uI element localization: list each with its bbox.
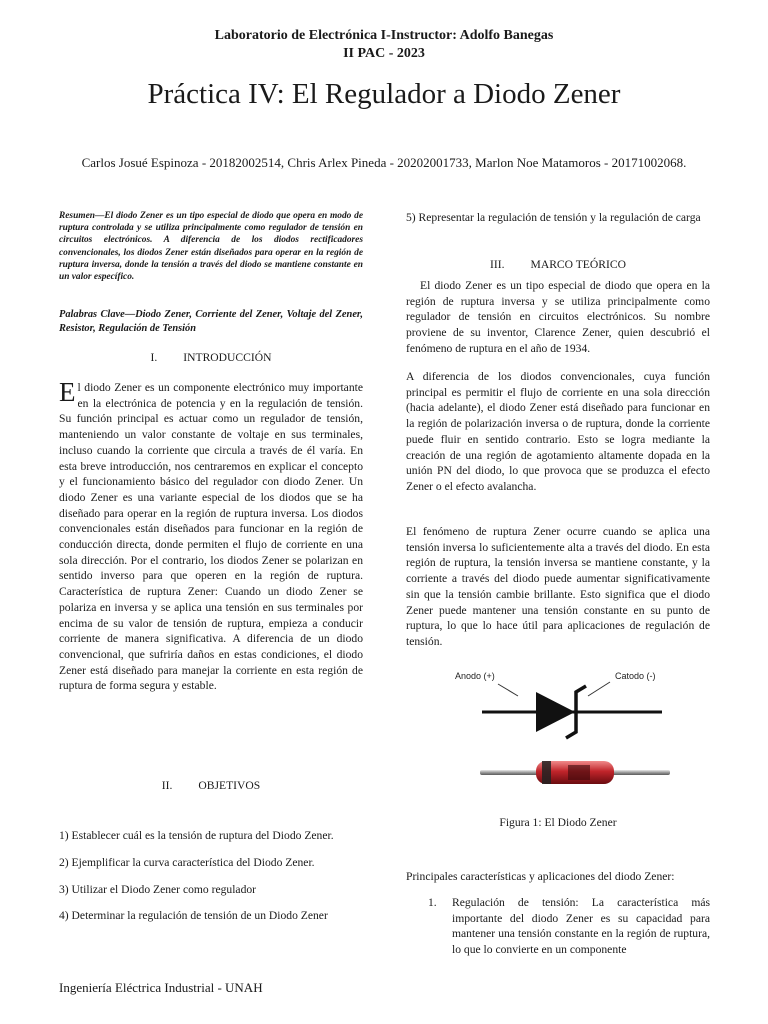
objective-3: 3) Utilizar el Diodo Zener como regulador	[59, 883, 257, 896]
list-item-number: 1.	[428, 896, 437, 909]
dropcap: E	[59, 377, 76, 407]
section-title: MARCO TEÓRICO	[530, 258, 626, 271]
section-introduccion-heading	[59, 351, 363, 364]
applications-list	[428, 895, 710, 958]
cathode-band	[542, 761, 551, 784]
objective-5: 5) Representar la regulación de tensión y la regulación de carga	[406, 211, 701, 224]
cathode-label: Catodo (-)	[615, 671, 656, 681]
theory-paragraph-1: El diodo Zener es un tipo especial de diodo que opera en la región de ruptura inversa y se utiliza principalmente como regulador de tensión en circuitos electrónicos. Su nombre proviene de su inventor, Clarence Zener, quien descubrió el fenómeno de ruptura en el año de 1934.	[406, 279, 710, 355]
intro-text: l diodo Zener es un componente electrónico muy importante en la electrónica de potencia y en la regulación de tensión. Su función principal es actuar como un regulador de tensión, manteniendo un valor constante de voltaje en sus terminales, incluso cuando la corriente que circula a través de él varía. En esta breve introducción, nos centraremos en explicar el concepto y el funcionamiento básico del regulador con diodo Zener. Un diodo Zener es una variante especial de los diodos que se ha diseñado para operar en la región de ruptura inversa. Los diodos convencionales están diseñados para funcionar en la región de conducción directa, donde permiten el flujo de corriente en una sola dirección. Por el contrario, los diodos Zener se polarizan en sentido inverso para que operen en la región de ruptura. Característica de ruptura Zener: Cuando un diodo Zener se polariza en inversa y se aplica una tensión en sus terminales por encima de su valor de tensión de ruptura, empieza a conducir corriente de manera significativa. A diferencia de un diodo convencional, que sufriría daños en estas condiciones, el diodo Zener está diseñado para manejar la corriente en esta región de ruptura de forma segura y estable.	[59, 381, 363, 693]
intro-body	[59, 377, 363, 694]
cathode-pointer	[588, 682, 610, 696]
page-footer: Ingeniería Eléctrica Industrial - UNAH	[59, 980, 263, 995]
zener-diode-figure	[450, 668, 700, 798]
section-number: II.	[161, 779, 173, 792]
lab-header-line2: II PAC - 2023	[343, 46, 425, 61]
keywords: Palabras Clave—Diodo Zener, Corriente del Zener, Voltaje del Zener, Resistor, Regulación de Tensión	[59, 309, 363, 334]
figure-caption: Figura 1: El Diodo Zener	[499, 816, 617, 829]
zener-diagram	[450, 668, 700, 798]
anode-label: Anodo (+)	[455, 671, 495, 681]
diode-triangle	[536, 692, 575, 732]
section-number: I.	[150, 351, 158, 364]
theory-paragraph-3: El fenómeno de ruptura Zener ocurre cuando se aplica una tensión inversa lo suficientemente alta a través del diodo. En esta región de ruptura, la tensión inversa se mantiene constante, y la corriente a través del diodo puede aumentar significativamente sin que la tensión cambie brillante. Esto significa que el diodo Zener puede mantener una tensión constante en su punto de ruptura, lo que lo hace útil para aplicaciones de regulación de tensión.	[406, 525, 710, 648]
list-item	[428, 895, 710, 958]
list-item-text: Regulación de tensión: La característica más importante del diodo Zener es su capacidad para mantener una tensión constante en la región de ruptura, lo que lo convierte en un componente	[452, 896, 710, 957]
section-title: INTRODUCCIÓN	[183, 351, 272, 364]
section-number: III.	[490, 258, 505, 271]
lab-header	[0, 27, 768, 63]
applications-intro: Principales características y aplicaciones del diodo Zener:	[406, 870, 675, 883]
section-objetivos-heading	[59, 779, 363, 792]
paper-title: Práctica IV: El Regulador a Diodo Zener	[147, 78, 621, 110]
objective-2: 2) Ejemplificar la curva característica del Diodo Zener.	[59, 856, 315, 869]
abstract: Resumen—El diodo Zener es un tipo especial de diodo que opera en modo de ruptura controlada y se utiliza principalmente como regulador de tensión en circuitos electrónicos. A diferencia de los diodos rectificadores convencionales, los diodos Zener están diseñados para operar en la región de ruptura inversa, donde la tensión a través del diodo se mantiene constante en un valor específico.	[59, 211, 363, 283]
theory-paragraph-2: A diferencia de los diodos convencionales, cuya función principal es permitir el flujo de corriente en una sola dirección (hacia adelante), el diodo Zener está diseñado para funcionar en la región de polarización inversa o de ruptura, donde la corriente puede fluir en sentido contrario. Esto se logra mediante la creación de una región de agotamiento altamente dopada en la unión PN del diodo, lo que provoca que se produzca el efecto Zener o el efecto avalancha.	[406, 370, 710, 493]
objective-4: 4) Determinar la regulación de tensión de un Diodo Zener	[59, 909, 328, 922]
authors: Carlos Josué Espinoza - 20182002514, Chris Arlex Pineda - 20202001733, Marlon Noe Matamoros - 20171002068.	[81, 155, 687, 170]
objective-1: 1) Establecer cuál es la tensión de ruptura del Diodo Zener.	[59, 829, 334, 842]
component-die	[568, 765, 590, 780]
anode-pointer	[498, 684, 518, 696]
section-marco-teorico-heading	[406, 258, 710, 271]
lab-header-line1: Laboratorio de Electrónica I-Instructor: Adolfo Banegas	[214, 28, 554, 43]
section-title: OBJETIVOS	[198, 779, 261, 792]
